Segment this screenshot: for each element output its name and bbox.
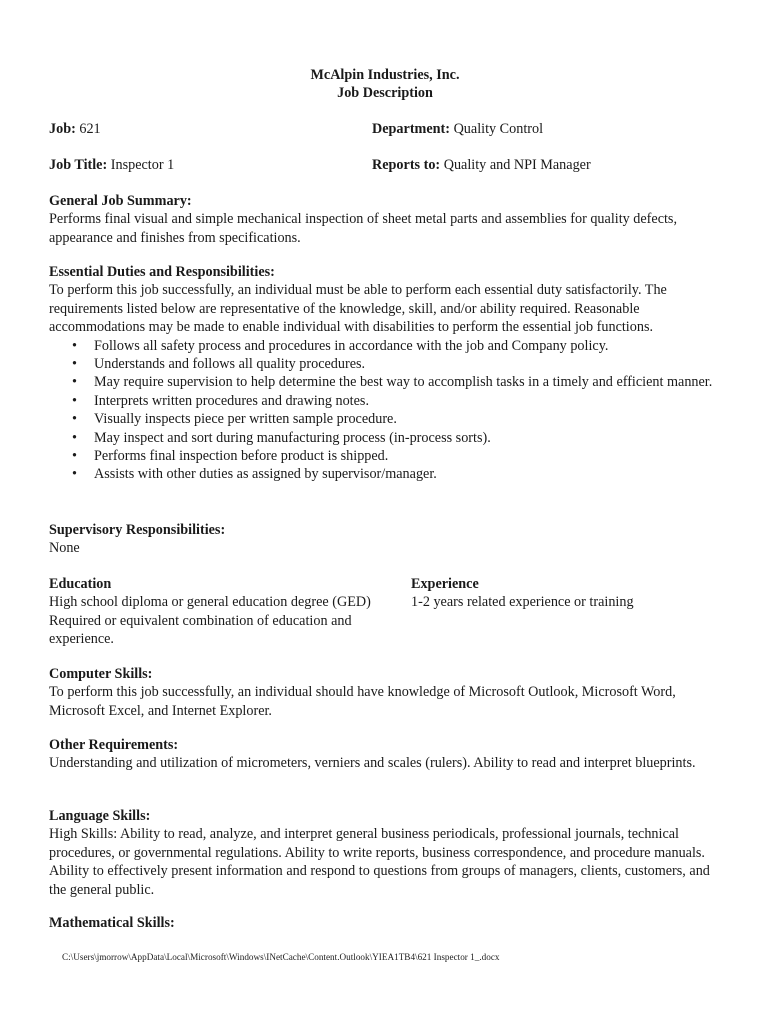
experience-section	[411, 575, 731, 612]
company-name: McAlpin Industries, Inc.	[310, 67, 460, 83]
list-item: • May inspect and sort during manufacturing process (in-process sorts).	[49, 429, 729, 447]
duties-intro: To perform this job successfully, an individual must be able to perform each essential duty satisfactorily. The requirements listed below are representative of the knowledge, skill, and/or ability required. Reasonable accommodations may be made to enable individual with disabilities to perform the essential job functions.	[49, 282, 667, 336]
duties-list	[49, 337, 729, 484]
list-item: • Understands and follows all quality procedures.	[49, 355, 729, 373]
job-label: Job:	[49, 121, 76, 137]
duties-heading: Essential Duties and Responsibilities:	[49, 264, 275, 280]
job-value: 621	[79, 121, 101, 137]
education-text: High school diploma or general education degree (GED) Required or equivalent combination of education and experience.	[49, 594, 371, 648]
department-label: Department:	[372, 121, 451, 137]
summary-heading: General Job Summary:	[49, 193, 192, 209]
list-item: • May require supervision to help determine the best way to accomplish tasks in a timely and efficient manner.	[49, 373, 729, 391]
department-value: Quality Control	[453, 121, 544, 137]
experience-text: 1-2 years related experience or training	[411, 594, 634, 611]
math-heading: Mathematical Skills:	[49, 915, 175, 931]
reports-to-value: Quality and NPI Manager	[443, 157, 591, 173]
duties-section	[49, 263, 729, 484]
supervisory-text: None	[49, 540, 80, 557]
list-item: • Performs final inspection before product is shipped.	[49, 447, 729, 465]
reports-to-label: Reports to:	[372, 157, 441, 173]
list-item: • Follows all safety process and procedures in accordance with the job and Company policy.	[49, 337, 729, 355]
education-heading: Education	[49, 576, 112, 592]
language-skills-section	[49, 807, 729, 899]
other-heading: Other Requirements:	[49, 737, 179, 753]
supervisory-section	[49, 521, 729, 558]
education-section	[49, 575, 399, 649]
reports-to-field	[372, 156, 591, 174]
other-text: Understanding and utilization of micrometers, verniers and scales (rulers). Ability to read and interpret blueprints.	[49, 755, 696, 772]
summary-text: Performs final visual and simple mechanical inspection of sheet metal parts and assemblies for quality defects, appearance and finishes from specifications.	[49, 211, 678, 246]
computer-skills-section	[49, 665, 729, 720]
job-title-field	[49, 156, 174, 174]
language-text: High Skills: Ability to read, analyze, and interpret general business periodicals, professional journals, technical procedures, or governmental regulations. Ability to write reports, business correspondence, and procedure manuals. Ability to effectively present information and respond to questions from groups of managers, clients, customers, and the general public.	[49, 826, 710, 898]
list-item: • Visually inspects piece per written sample procedure.	[49, 410, 729, 428]
job-title-label: Job Title:	[49, 157, 108, 173]
general-summary-section	[49, 192, 729, 247]
job-number-field	[49, 120, 101, 138]
department-field	[372, 120, 543, 138]
supervisory-heading: Supervisory Responsibilities:	[49, 522, 226, 538]
job-title-value: Inspector 1	[110, 157, 175, 173]
math-skills-section	[49, 914, 729, 932]
list-item: • Interprets written procedures and drawing notes.	[49, 392, 729, 410]
computer-text: To perform this job successfully, an individual should have knowledge of Microsoft Outlook, Microsoft Word, Microsoft Excel, and Internet Explorer.	[49, 684, 676, 719]
other-requirements-section	[49, 736, 729, 773]
experience-heading: Experience	[411, 576, 479, 592]
list-item: • Assists with other duties as assigned by supervisor/manager.	[49, 465, 729, 483]
file-path-footer: C:\Users\jmorrow\AppData\Local\Microsoft\Windows\INetCache\Content.Outlook\YIEA1TB4\621 Inspector 1_.docx	[62, 952, 500, 962]
computer-heading: Computer Skills:	[49, 666, 153, 682]
document-title: Job Description	[337, 85, 433, 101]
language-heading: Language Skills:	[49, 808, 151, 824]
